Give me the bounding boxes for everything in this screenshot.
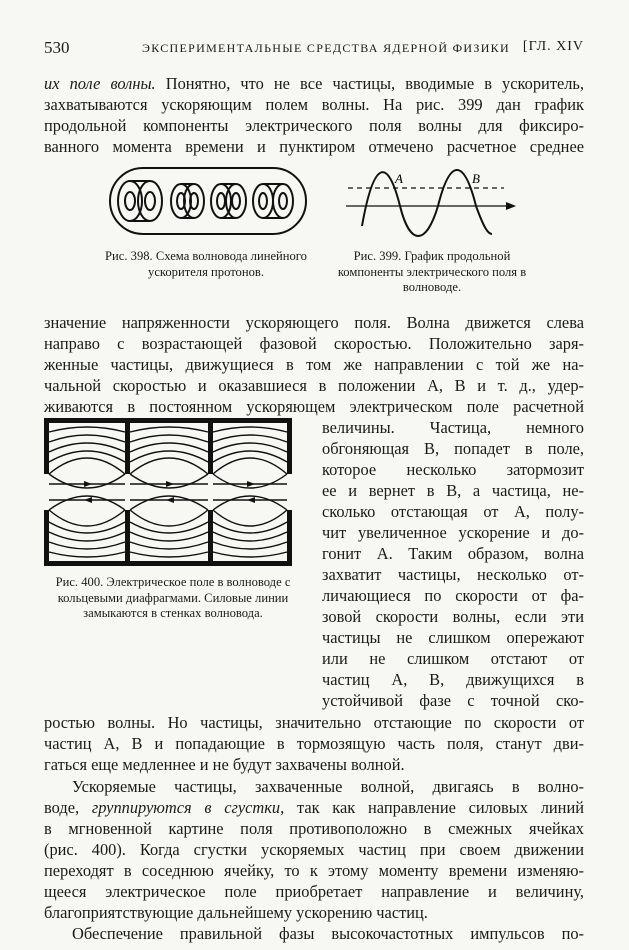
label-a: A (395, 171, 403, 186)
text-line: женные частицы, движущиеся в том же направлении с той же на- (44, 355, 584, 374)
italic-text: группируются в сгустки, (91, 798, 285, 817)
text-line: живаются в постоянном ускоряющем электрическом поле расчетной (44, 397, 584, 416)
diaphragms (44, 418, 292, 566)
page-header (44, 38, 584, 60)
text-line: Обеспечение правильной фазы высокочастотных импульсов по- (72, 924, 584, 943)
text-line: частиц А, В и попадающие в тормозящую часть поля, станут дви- (44, 734, 584, 753)
text-line (44, 73, 584, 95)
label-b: B (472, 171, 480, 186)
arrow-icon (506, 202, 516, 210)
fig-399-field-graph (346, 168, 516, 238)
text-line: зовой скорости волны, если эти (322, 607, 584, 626)
text-span: воде, (44, 798, 92, 817)
fig-399-caption: Рис. 399. График продольной компоненты электрического поля в волноводе. (337, 249, 527, 294)
text-line: сколько отстающая от А, полу- (322, 502, 584, 521)
text-line: частиц А, В, движущихся в (322, 670, 584, 689)
text-line: в мгновенной картине поля противоположно в смежных ячейках (44, 819, 584, 838)
text-span: так как направление силовых линий (284, 798, 584, 817)
text-line: или не слишком отстают от (322, 649, 584, 668)
fig-398-waveguide-diagram (108, 166, 308, 236)
text-line: ванного момента времени и пунктиром отмечено расчетное среднее (44, 137, 584, 156)
chapter-marker: [ГЛ. XIV (522, 39, 584, 54)
text-line: которое несколько затормозит (322, 460, 584, 479)
text-line: чит увеличенное ускорение и до- (322, 523, 584, 542)
text-line: значение напряженности ускоряющего поля. Волна движется слева (44, 313, 584, 332)
field-lines (49, 427, 287, 557)
text-line: ростью волны. Но частицы, значительно отстающие по скорости от (44, 713, 584, 732)
text-line (44, 797, 584, 819)
fig-400-caption: Рис. 400. Электрическое поле в волноводе с кольцевыми диафрагмами. Силовые линии замыкаются в стенках волновода. (55, 575, 291, 620)
waveguide-outline (110, 168, 306, 234)
fig-400-field-lines-diagram (40, 418, 298, 568)
text-line: величины. Частица, немного (322, 418, 584, 437)
text-span: Понятно, что не все частицы, вводимые в ускоритель, (155, 74, 585, 93)
text-line: переходят в соседнюю ячейку, то к этому моменту времени изменяю- (44, 861, 584, 880)
text-line: гонит А. Таким образом, волна (322, 544, 584, 563)
text-line: гаться еще медленнее и не будут захвачены волной. (44, 755, 405, 774)
drift-tubes (118, 181, 293, 221)
text-line: захватываются ускоряющим полем волны. На рис. 399 дан график (44, 95, 584, 114)
text-line: личающиеся по скорости от фа- (322, 586, 584, 605)
text-line: (рис. 400). Когда сгустки ускоряемых частиц при своем движении (44, 840, 584, 859)
text-line: щееся электрическое поле приобретает направление и величину, (44, 882, 584, 901)
fig-398-caption: Рис. 398. Схема волновода линейного ускорителя протонов. (105, 249, 307, 279)
text-line: Ускоряемые частицы, захваченные волной, двигаясь в волно- (72, 777, 584, 796)
waveguide-top-wall (44, 418, 292, 423)
text-line: благоприятствующие дальнейшему ускорению частиц. (44, 903, 428, 922)
text-line: направо с возрастающей фазовой скоростью. Положительно заря- (44, 334, 584, 353)
italic-text: их поле волны. (44, 74, 156, 93)
text-line: устойчивой фазе с точной ско- (322, 691, 584, 710)
running-title: ЭКСПЕРИМЕНТАЛЬНЫЕ СРЕДСТВА ЯДЕРНОЙ ФИЗИКИ (142, 41, 510, 55)
waveguide-bottom-wall (44, 561, 292, 566)
text-line: продольной компоненты электрического поля волны для фиксиро- (44, 116, 584, 135)
page-number: 530 (44, 38, 70, 57)
text-line: захватит частицы, несколько от- (322, 565, 584, 584)
text-line: ее и вернет в В, а частица, не- (322, 481, 584, 500)
text-line: чальной скоростью и оказавшиеся в положении А, В и т. д., удер- (44, 376, 584, 395)
text-line: обгоняющая В, попадет в поле, (322, 439, 584, 458)
text-line: частицы не слишком опережают (322, 628, 584, 647)
